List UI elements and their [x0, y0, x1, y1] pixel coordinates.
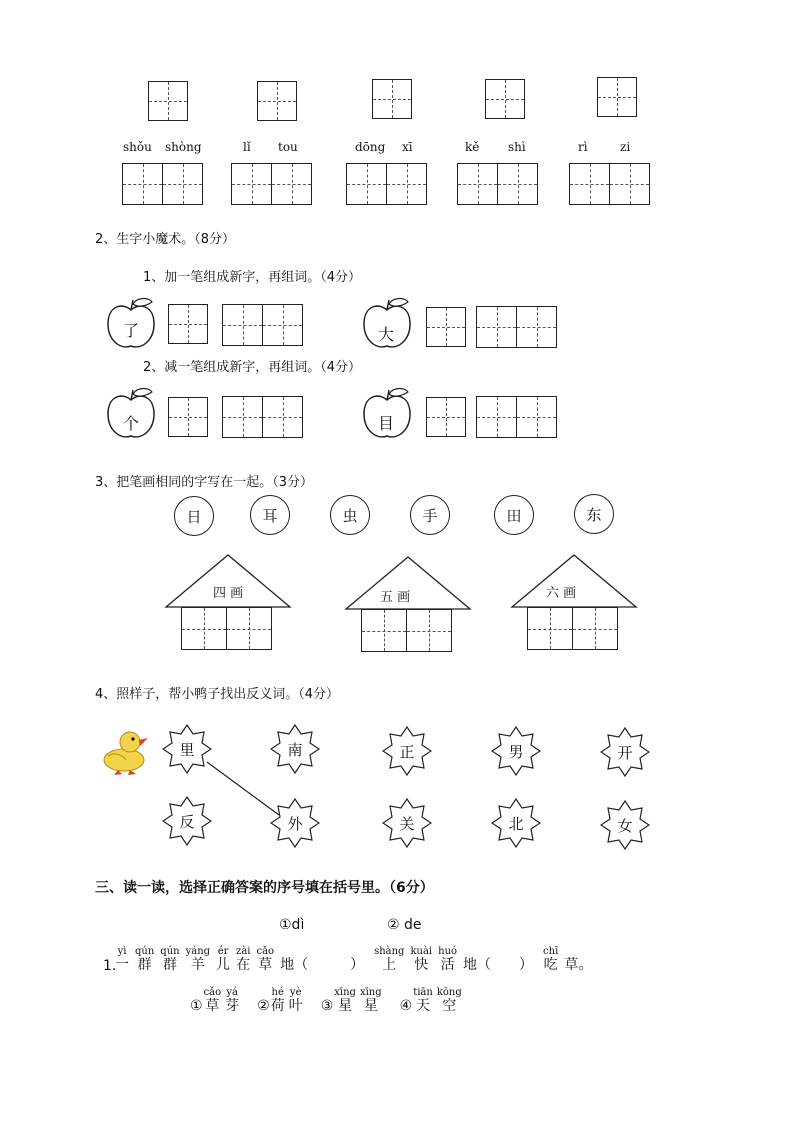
duck-icon	[100, 728, 154, 776]
ruby-char	[543, 946, 558, 973]
question-2-title: 2、生字小魔术。（8分）	[95, 232, 236, 247]
pinyin-text: yáng	[185, 946, 211, 957]
writing-box[interactable]	[168, 304, 208, 344]
char-circle: 田	[494, 495, 534, 535]
pinyin-text: zài	[236, 946, 251, 957]
pinyin-label: xī	[402, 140, 413, 154]
choice-word-char: xīng 星	[334, 987, 356, 1014]
char-circle: 手	[410, 495, 450, 535]
ruby-char	[256, 946, 274, 973]
pinyin-text: kuài	[410, 946, 433, 957]
antonym-star[interactable]	[491, 798, 541, 848]
pinyin-text: qún	[135, 946, 155, 957]
antonym-star[interactable]	[600, 727, 650, 777]
pinyin-text: ér	[217, 946, 229, 957]
choice-number: ④	[399, 998, 413, 1014]
hanzi-text: 吃	[543, 957, 558, 973]
writing-box[interactable]	[426, 397, 466, 437]
hanzi-text: 地（ ）	[463, 957, 534, 973]
pinyin-label: dōng	[355, 140, 386, 154]
hanzi-text: 活	[440, 957, 455, 973]
writing-box-1[interactable]	[148, 81, 188, 121]
pinyin-text	[496, 946, 499, 957]
writing-box-double[interactable]	[476, 396, 557, 438]
antonym-star[interactable]	[600, 800, 650, 850]
pinyin-text: yì	[117, 946, 127, 957]
word-choices	[190, 987, 480, 1014]
apple-char: 个	[123, 414, 140, 433]
antonym-char: 正	[399, 742, 415, 761]
pinyin-label: lǐ	[243, 140, 251, 154]
ruby-char	[115, 946, 129, 973]
writing-box-2[interactable]	[257, 81, 297, 121]
choice-word-char: yá 芽	[225, 987, 240, 1014]
house-label: 四 画	[213, 586, 244, 601]
antonym-star[interactable]	[162, 724, 212, 774]
hanzi-text: 地（ ）	[280, 957, 365, 973]
writing-box-double[interactable]	[361, 609, 452, 652]
writing-box-3[interactable]	[372, 79, 412, 119]
choice-word-char: tiān 天	[413, 987, 433, 1014]
hanzi-text: 群	[137, 957, 152, 973]
pinyin-text	[320, 946, 323, 957]
antonym-char: 北	[508, 814, 524, 833]
ruby-char	[463, 946, 533, 973]
writing-box[interactable]	[168, 397, 208, 437]
antonym-char: 男	[508, 742, 524, 761]
antonym-star[interactable]	[382, 798, 432, 848]
pinyin-label: shòng	[165, 140, 202, 154]
antonym-star[interactable]	[382, 726, 432, 776]
option-di: ①dì	[279, 917, 305, 933]
writing-box-double-1[interactable]	[122, 163, 203, 205]
choice-word-char: yè 叶	[288, 987, 303, 1014]
char-circle: 日	[174, 496, 214, 536]
house-label: 六 画	[546, 586, 577, 601]
hanzi-text: 羊	[190, 957, 205, 973]
hanzi-text: 一	[115, 957, 129, 973]
hanzi-text: 上	[382, 957, 397, 973]
hanzi-text: 儿	[216, 957, 231, 973]
question-3-title: 3、把笔画相同的字写在一起。（3分）	[95, 475, 314, 490]
choice-word-char: xīng 星	[359, 987, 382, 1014]
sentence-number: 1.	[103, 958, 117, 974]
writing-box-double[interactable]	[222, 304, 303, 346]
antonym-star[interactable]	[270, 798, 320, 848]
antonym-char: 关	[399, 814, 415, 833]
antonym-char: 女	[617, 816, 633, 835]
writing-box-double[interactable]	[222, 396, 303, 438]
apple-char: 了	[123, 321, 140, 340]
ruby-char	[160, 946, 179, 973]
antonym-char: 开	[617, 743, 633, 762]
hanzi-text: 快	[414, 957, 429, 973]
pinyin-text: chī	[543, 946, 559, 957]
writing-box-double[interactable]	[181, 607, 272, 650]
pinyin-text: qún	[160, 946, 180, 957]
house-label: 五 画	[380, 590, 411, 605]
writing-box-double[interactable]	[527, 607, 618, 650]
antonym-star[interactable]	[162, 796, 212, 846]
ruby-char	[564, 946, 592, 973]
char-circle: 东	[574, 494, 614, 534]
ruby-char	[438, 946, 457, 973]
writing-box[interactable]	[426, 307, 466, 347]
pinyin-label: rì	[578, 140, 588, 154]
choice-word-char: hé 荷	[270, 987, 285, 1014]
ruby-char	[186, 946, 210, 973]
apple-char: 目	[378, 414, 395, 433]
antonym-star[interactable]	[491, 726, 541, 776]
antonym-char: 外	[287, 814, 303, 833]
section-3-title: 三、读一读，选择正确答案的序号填在括号里。（6分）	[95, 880, 434, 896]
hanzi-text: 草	[258, 957, 273, 973]
ruby-char	[236, 946, 250, 973]
antonym-star[interactable]	[270, 724, 320, 774]
writing-box-double-2[interactable]	[231, 163, 312, 205]
char-circle: 耳	[250, 495, 290, 535]
choice-number: ①	[190, 998, 203, 1014]
writing-box-4[interactable]	[485, 79, 525, 119]
pinyin-text: huó	[438, 946, 458, 957]
antonym-char: 反	[179, 812, 195, 831]
char-circle: 虫	[330, 495, 370, 535]
choice-number: ②	[257, 998, 270, 1014]
choice-number: ③	[320, 998, 334, 1014]
writing-box-double[interactable]	[476, 306, 557, 348]
ruby-char	[280, 946, 364, 973]
pinyin-label: shǒu	[123, 140, 152, 154]
question-4-title: 4、照样子，帮小鸭子找出反义词。（4分）	[95, 687, 340, 702]
option-de: ② de	[387, 917, 422, 933]
ruby-char	[135, 946, 154, 973]
pinyin-label: zi	[620, 140, 631, 154]
ruby-char	[374, 946, 404, 973]
pinyin-text: shàng	[374, 946, 405, 957]
pinyin-text	[577, 946, 580, 957]
pinyin-label: kě	[465, 140, 480, 154]
hanzi-text: 草。	[564, 957, 593, 973]
writing-box-double-4[interactable]	[457, 163, 538, 205]
question-2-sub1: 1、加一笔组成新字，再组词。（4分）	[143, 270, 362, 285]
ruby-char	[216, 946, 230, 973]
writing-box-double-5[interactable]	[569, 163, 650, 205]
hanzi-text: 群	[162, 957, 177, 973]
sentence-with-pinyin	[115, 946, 598, 973]
apple-char: 大	[378, 325, 395, 344]
antonym-char: 南	[287, 740, 303, 759]
pinyin-label: shì	[508, 140, 526, 154]
ruby-char	[410, 946, 432, 973]
antonym-char: 里	[179, 740, 195, 759]
pinyin-label: tou	[278, 140, 298, 154]
writing-box-5[interactable]	[597, 77, 637, 117]
writing-box-double-3[interactable]	[346, 163, 427, 205]
hanzi-text: 在	[236, 957, 251, 973]
choice-word-char: cǎo 草	[203, 987, 222, 1014]
pinyin-text: cǎo	[256, 946, 275, 957]
choice-word-char: kōng 空	[436, 987, 462, 1014]
question-2-sub2: 2、减一笔组成新字，再组词。（4分）	[143, 360, 362, 375]
